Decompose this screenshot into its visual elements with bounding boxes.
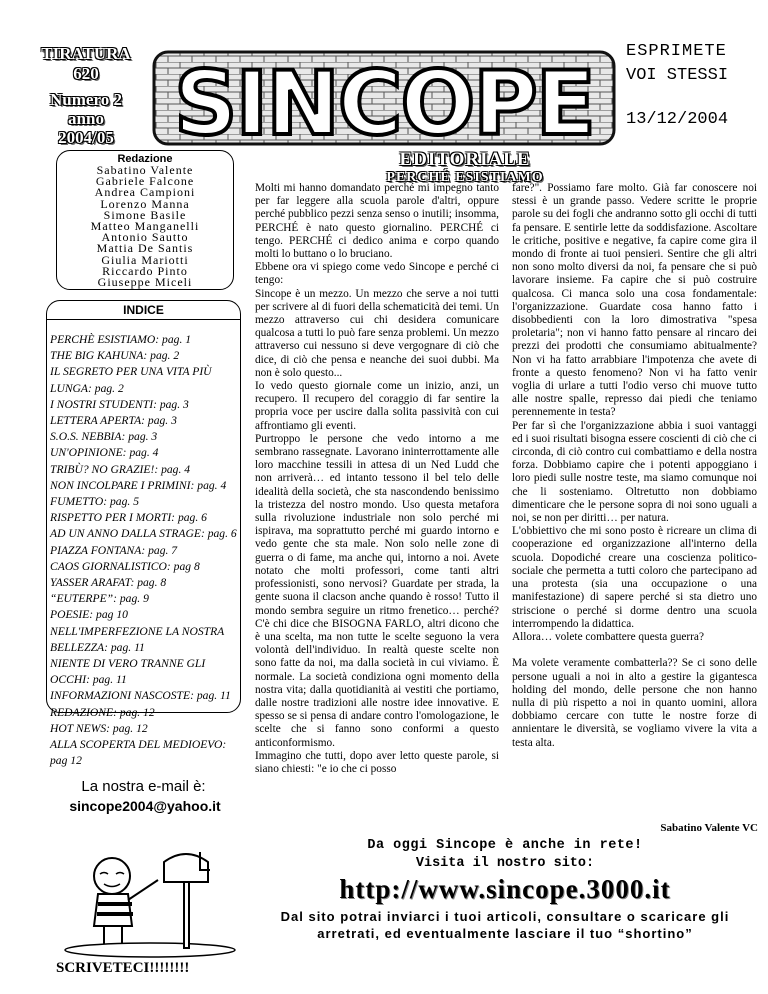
indice-item: NON INCOLPARE I PRIMINI: pag. 4 bbox=[50, 478, 227, 492]
cartoon-illustration bbox=[60, 840, 240, 958]
logo-text: SINCOPE bbox=[174, 52, 594, 155]
numero-line2: anno bbox=[68, 109, 104, 128]
tagline-line1: ESPRIMETE bbox=[626, 42, 727, 61]
indice-item: S.O.S. NEBBIA: pag. 3 bbox=[50, 430, 158, 444]
indice-item: PIAZZA FONTANA: pag. 7 bbox=[50, 543, 178, 557]
scriveteci-text: SCRIVETECI!!!!!!!! bbox=[56, 960, 190, 976]
footer-line2: Visita il nostro sito: bbox=[415, 856, 595, 871]
indice-item: I NOSTRI STUDENTI: pag. 3 bbox=[50, 397, 189, 411]
redazione-name: Antonio Sautto bbox=[101, 230, 189, 245]
indice-title: INDICE bbox=[47, 303, 240, 320]
article-column-2: fare?". Possiamo fare molto. Già far conoscere noi stessi è un grande passo. Vedere scritte le proprie parole su dei fogli che andranno sotto gli occhi di tutti fa pensare. E sentirle lette da soddisfazione. Ascoltare le critiche, positive e negative, fa capire come gira il mondo di fronte ai tuoi pensieri. Sentire che gli altri non sono molto diversi da noi, fa pensare che si può lavorare insieme. Fa capire che si può costruire qualcosa. Ci manca solo una cosa fondamentale: l'organizzazione. Guardate cosa hanno fatto i disobbedienti con la loro dimostrativa "spesa proletaria"; non vi hanno fatto pensare al rincaro dei prezzi dei prodotti che consumiamo abitualmente? Non vi ha fatto arrabbiare l'impotenza che avete di fronte a questo fenomeno? Non vi ha fatto venir voglia di urlare a tutti l'odio verso chi muove tutto alle nostre spalle, represso dai piedi che teniamo perennemente in testa? Per far sì che l'organizzazione abbia i suoi vantaggi ed i suoi risultati bisogna essere coscienti di ciò che ci circonda, di ciò contro cui combattiamo e della nostra forza. Dobbiamo capire che i potenti appoggiano i loro piedi sulle nostre teste, ma siamo comunque noi che li sosteniamo. Oltretutto non dobbiamo dimenticare che le persone sopra di noi sono uguali a noi, se non per diritti… per natura. L'obbiettivo che mi sono posto è ricreare un clima di cooperazione ed organizzazione all'interno della scuola. Dopodiché creare una coscienza politico-sociale che permetta a tutti coloro che partecipano ad una protesta (sia una occupazione o una manifestazione) di sapere perché si sta dietro uno striscione o perché si dorme dentro una scuola interrompendo la didattica. Allora… volete combattere questa guerra? Ma volete veramente combatterla?? Se ci sono delle persone uguali a noi in alto a gestire la gigantesca holding del mondo, delle persone che non hanno nulla di più rispetto a noi in quanto uomini, allora dobbiamo cercare con tutte le nostre forze di annientare le diversità, se vogliamo vivere la vita a testa alta. bbox=[512, 182, 757, 749]
indice-item: PERCHÈ ESISTIAMO: pag. 1 bbox=[50, 333, 192, 346]
indice-item: AD UN ANNO DALLA STRAGE: pag. 6 bbox=[50, 527, 237, 541]
redazione-name: Sabatino Valente bbox=[96, 163, 194, 177]
indice-item: THE BIG KAHUNA: pag. 2 bbox=[50, 349, 180, 363]
issue-date: 13/12/2004 bbox=[626, 110, 729, 129]
article-signature: Sabatino Valente VC bbox=[660, 822, 758, 834]
numero-line1: Numero 2 bbox=[50, 90, 122, 109]
redazione-name: Andrea Campioni bbox=[94, 185, 196, 200]
indice-item: RISPETTO PER I MORTI: pag. 6 bbox=[50, 511, 207, 525]
indice-item: LETTERA APERTA: pag. 3 bbox=[50, 414, 177, 428]
redazione-box bbox=[56, 150, 234, 290]
indice-item: UN'OPINIONE: pag. 4 bbox=[50, 446, 159, 460]
indice-item: INFORMAZIONI NASCOSTE: pag. 11 bbox=[50, 689, 231, 703]
site-url-link[interactable]: http://www.sincope.3000.it bbox=[339, 874, 671, 904]
email-address[interactable]: sincope2004@yahoo.it bbox=[69, 798, 221, 814]
indice-item: NIENTE DI VERO TRANNE GLI OCCHI: pag. 11 bbox=[50, 657, 206, 687]
tagline-line2: VOI STESSI bbox=[626, 66, 729, 85]
redazione-name: Gabriele Falcone bbox=[95, 174, 195, 189]
email-label: La nostra e-mail è: bbox=[81, 778, 206, 795]
redazione-name: Giuseppe Miceli bbox=[97, 275, 193, 290]
redazione-name: Giulia Mariotti bbox=[101, 252, 189, 267]
indice-item: POESIE: pag 10 bbox=[50, 608, 128, 622]
brick-logo-graphic bbox=[150, 38, 618, 158]
redazione-name: Simone Basile bbox=[103, 207, 187, 222]
indice-item: NELL'IMPERFEZIONE LA NOSTRA BELLEZZA: pag. 11 bbox=[50, 624, 225, 654]
indice-item: “EUTERPE”: pag. 9 bbox=[50, 592, 149, 606]
indice-item: ALLA SCOPERTA DEL MEDIOEVO: pag 12 bbox=[50, 738, 227, 768]
redazione-title: Redazione bbox=[117, 153, 173, 165]
indice-item: HOT NEWS: pag. 12 bbox=[50, 721, 148, 735]
indice-item: REDAZIONE: pag. 12 bbox=[50, 705, 155, 719]
numero-line3: 2004/05 bbox=[58, 128, 114, 147]
footer-line1: Da oggi Sincope è anche in rete! bbox=[367, 838, 643, 853]
editoriale-heading: EDITORIALE bbox=[399, 149, 531, 170]
article-column-1: Molti mi hanno domandato perché mi impegno tanto per far leggere alla scuola parole d'altri, oppure perché pubblico pezzi senza senso o inutili; insomma, PERCHÉ è nato questo giornalino. PERCHÉ ci tengo. PERCHÉ ci dedico anima e corpo quando molti lo buttano o lo bruciano. Ebbene ora vi spiego come vedo Sincope e perché ci tengo: Sincope è un mezzo. Un mezzo che serve a noi tutti per scrivere al di fuori della schematicità dei temi. Un mezzo attraverso cui chi desidera comunicare qualcosa a tutti lo può fare senza problemi. Un mezzo attraverso cui nessuno si deve vergognare di ciò che dice, di ciò che pensa e neanche dei suoi dubbi. Ma non è solo questo... Io vedo questo giornale come un inizio, anzi, un recupero. Il recupero del coraggio di far sentire la propria voce per uscire dalla solita passività con cui affrontiamo gli eventi. Purtroppo le persone che vedo intorno a me sembrano rassegnate. Lavorano ininterrottamente alle loro macchine tessili in attesa di un Ned Ludd che non arriverà… ed intanto tessono il bel telo delle idealità della società, che sta nascondendo benissimo la tristezza del nostro mondo. Uso questa metafora sulla rivoluzione industriale non solo perché mi ispirava, ma soprattutto perché mi guardo intorno e vedo gente che sta male. Non solo nelle zone di guerra o di fame, ma anche qui, intorno a noi. Avete notato che molti professori, come tanti altri professionisti, sono nervosi? Guardate per strada, la gente suona il clacson anche quando è rosso! Tutto il mondo sembra seguire un ritmo frenetico… perché? C'è chi dice che BISOGNA FARLO, altri dicono che è una scelta, ma non tutte le scelte seguono la vera volontà dell'individuo. In realtà queste scelte non sono fatte da noi, ma dalla società in cui viviamo. È normale. La società condiziona ogni momento della nostra vita; dalla quotidianità ai vestiti che portiamo, dalle nostre tradizioni alle nostre idee innovative. E spesso se si pensa di andare contro l'omologazione, le scelte che si fanno sono conformi a questo anticonformismo. Immagino che tutti, dopo aver letto queste parole, si siano chiesti: "e io che ci posso bbox=[255, 182, 499, 775]
footer-note: Dal sito potrai inviarci i tuoi articoli, consultare o scaricare gli arretrati, ed eventualmente lasciare il tuo “shortino” bbox=[280, 909, 730, 941]
masthead-logo bbox=[150, 38, 618, 158]
indice-box bbox=[46, 300, 241, 768]
indice-item: FUMETTO: pag. 5 bbox=[50, 495, 139, 509]
redazione-name: Mattia De Santis bbox=[96, 241, 194, 256]
indice-item: CAOS GIORNALISTICO: pag 8 bbox=[50, 559, 200, 573]
editoriale-subheading: PERCHÉ ESISTIAMO bbox=[386, 170, 544, 185]
indice-item: IL SEGRETO PER UNA VITA PIÙ LUNGA: pag. 2 bbox=[50, 365, 212, 395]
tiratura-value: 620 bbox=[73, 64, 99, 83]
indice-item: TRIBÙ? NO GRAZIE!: pag. 4 bbox=[50, 462, 191, 476]
mailbox-cartoon bbox=[60, 840, 240, 958]
redazione-name: Riccardo Pinto bbox=[102, 263, 188, 278]
indice-list bbox=[50, 332, 238, 769]
redazione-name: Lorenzo Manna bbox=[100, 196, 190, 211]
indice-item: YASSER ARAFAT: pag. 8 bbox=[50, 576, 167, 590]
redazione-name: Matteo Manganelli bbox=[90, 219, 200, 234]
redazione-names bbox=[57, 165, 233, 288]
tiratura-label: TIRATURA bbox=[41, 44, 131, 63]
